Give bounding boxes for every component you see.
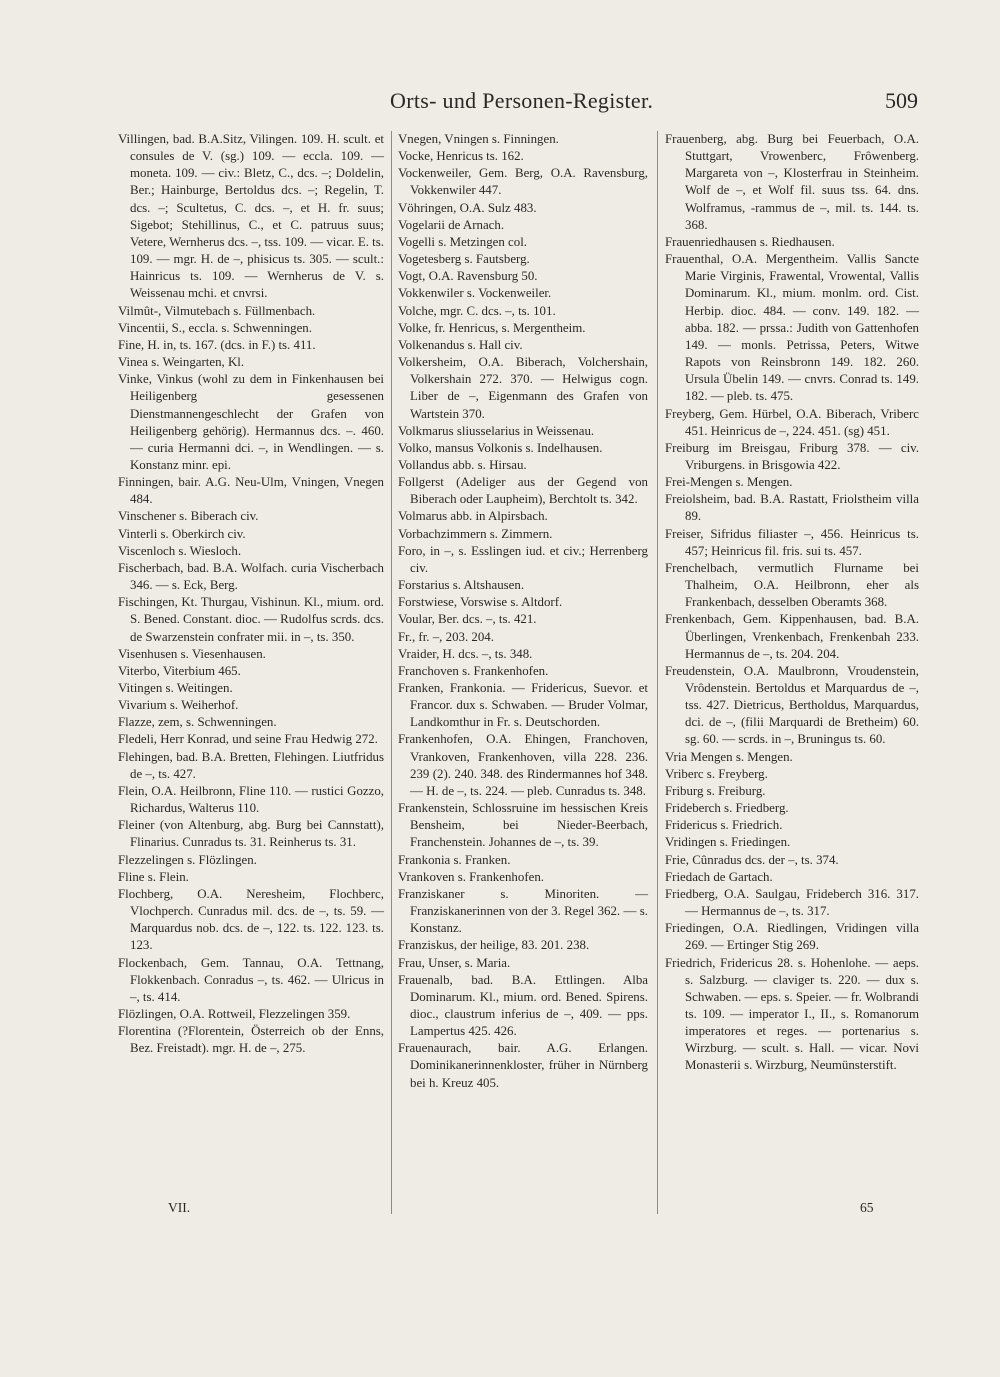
column-divider: [391, 131, 392, 1214]
index-entry: Vivarium s. Weiherhof.: [118, 698, 239, 713]
index-entry: Fline s. Flein.: [118, 869, 189, 884]
index-entry: Frideberch s. Friedberg.: [665, 801, 789, 816]
index-entry: Forstwiese, Vorswise s. Altdorf.: [398, 595, 563, 610]
index-entry: Flezzelingen s. Flözlingen.: [118, 852, 257, 867]
index-entry: Vinschener s. Biberach civ.: [118, 509, 259, 524]
index-entry: Viterbo, Viterbium 465.: [118, 663, 241, 678]
index-entry: Vilmût-, Vilmutebach s. Füllmenbach.: [118, 303, 316, 318]
index-entry: Fine, H. in, ts. 167. (dcs. in F.) ts. 411.: [118, 337, 316, 352]
index-entry: Vnegen, Vningen s. Finningen.: [398, 132, 559, 146]
index-column-1: [118, 131, 384, 1057]
index-entry: Viscenloch s. Wiesloch.: [118, 543, 242, 558]
index-entry: Vinke, Vinkus (wohl zu dem in Finkenhausen bei Heiligenberg gesessenen Dienstmannengeschlecht der Grafen von Heiligenberg gehörig). Hermannus dcs. –. 460. — curia Hermanni dci. –, in Wendlingen. — s. Konstanz minr. epi.: [118, 372, 384, 472]
index-entry: Volche, mgr. C. dcs. –, ts. 101.: [398, 303, 556, 318]
index-entry: Vincentii, S., eccla. s. Schwenningen.: [118, 320, 312, 335]
index-entry: Frenkenbach, Gem. Kippenhausen, bad. B.A. Überlingen, Vrenkenbach, Frenkenbah 233. Hermannus de –, ts. 204. 204.: [665, 612, 919, 661]
index-entry: Volkersheim, O.A. Biberach, Volchershain, Volkershain 272. 370. — Helwigus cogn. Liber de –, Eigenmann des Grafen von Wartstein 370.: [398, 355, 648, 421]
index-entry: Fleiner (von Altenburg, abg. Burg bei Cannstatt), Flinarius. Cunradus ts. 31. Reinherus ts. 31.: [118, 818, 384, 850]
index-entry: Fischerbach, bad. B.A. Wolfach. curia Vischerbach 346. — s. Eck, Berg.: [118, 560, 384, 593]
index-entry: Foro, in –, s. Esslingen iud. et civ.; Herrenberg civ.: [398, 543, 648, 575]
index-entry: Vockenweiler, Gem. Berg, O.A. Ravensburg, Vokkenwiler 447.: [398, 166, 648, 198]
index-entry: Frankonia s. Franken.: [398, 852, 511, 867]
index-entry: Vollandus abb. s. Hirsau.: [398, 457, 527, 472]
index-entry: Frauenalb, bad. B.A. Ettlingen. Alba Dominarum. Kl., mium. ord. Bened. Spirens. dioc., claustrum inferius de –, 409. — pps. Lampertus 425. 426.: [398, 972, 648, 1039]
index-entry: Frauenriedhausen s. Riedhausen.: [665, 234, 835, 249]
index-entry: Villingen, bad. B.A.Sitz, Vilingen. 109. H. scult. et consules de V. (sg.) 109. — eccla. 109. — moneta. 109. — civ.: Bletz, C., dcs. –; Doldelin, Ber.; Hainburge, Bertoldus dcs. –; Regelin, T. dcs. –; Scultetus, C. dcs. –, et H. fr. suus; Sigebot; Stehillinus, C., et C. patruus suus; Vetere, Wernherus dcs. –, tss. 109. — vicar. E. ts. 109. — mgr. H. de –, phisicus ts. 305. — scult.: Hainricus ts. 109. — Wernherus de V. s. Weissenau mchi. et cnvrsi.: [118, 132, 384, 301]
index-entry: Fr., fr. –, 203. 204.: [398, 629, 494, 644]
index-entry: Volke, fr. Henricus, s. Mergentheim.: [398, 320, 586, 335]
index-entry: Frenchelbach, vermutlich Flurname bei Thalheim, O.A. Heilbronn, eher als Frankenbach, desselben Oberamts 368.: [665, 560, 919, 610]
index-entry: Vogelli s. Metzingen col.: [398, 234, 528, 249]
index-entry: Forstarius s. Altshausen.: [398, 578, 525, 593]
index-entry: Friedach de Gartach.: [665, 869, 773, 884]
index-entry: Vorbachzimmern s. Zimmern.: [398, 526, 553, 541]
index-entry: Visenhusen s. Viesenhausen.: [118, 646, 266, 661]
index-entry: Florentina (?Florentein, Österreich ob der Enns, Bez. Freistadt). mgr. H. de –, 275.: [118, 1024, 384, 1056]
index-entry: Volmarus abb. in Alpirsbach.: [398, 509, 548, 524]
index-entry: Frauenaurach, bair. A.G. Erlangen. Dominikanerinnenkloster, früher in Nürnberg bei h. Kreuz 405.: [398, 1041, 648, 1090]
index-entry: Fischingen, Kt. Thurgau, Vishinun. Kl., mium. ord. S. Bened. Constant. dioc. — Rudolfus scrds. dcs. de Swarzenstein confrater mii. in –, ts. 350.: [118, 595, 384, 644]
index-entry: Frie, Cûnradus dcs. der –, ts. 374.: [665, 852, 839, 867]
index-column-3: [665, 131, 919, 1075]
index-entry: Friburg s. Freiburg.: [665, 783, 766, 798]
index-entry: Volko, mansus Volkonis s. Indelhausen.: [398, 440, 603, 455]
index-entry: Vraider, H. dcs. –, ts. 348.: [398, 646, 533, 661]
index-entry: Vöhringen, O.A. Sulz 483.: [398, 200, 537, 215]
index-entry: Frauenthal, O.A. Mergentheim. Vallis Sancte Marie Virginis, Frawental, Vrowental, Vallis Dominarum. Kl., mium. monlm. ord. Cist. Herbip. dioc. 484. — conv. 149. 182. — abba. 182. — prssa.: Judith von Gattenhofen 149. — monls. Petrissa, Peters, Witwe Rapots von Reinsbronn 149. 182. 260. Ursula Übelin 149. — cnvrs. Conrad ts. 149. 182. — pleb. ts. 475.: [665, 252, 919, 404]
index-entry: Franken, Frankonia. — Fridericus, Suevor. et Francor. dux s. Schwaben. — Bruder Volmar, Landkomthur in Fr. s. Deutschorden.: [398, 681, 648, 730]
index-entry: Vogetesberg s. Fautsberg.: [398, 252, 530, 267]
index-entry: Vogelarii de Arnach.: [398, 217, 505, 232]
index-entry: Vitingen s. Weitingen.: [118, 681, 233, 695]
index-entry: Vinterli s. Oberkirch civ.: [118, 526, 246, 541]
index-entry: Frei-Mengen s. Mengen.: [665, 475, 793, 490]
index-entry: Franziskus, der heilige, 83. 201. 238.: [398, 938, 590, 953]
index-entry: Vogt, O.A. Ravensburg 50.: [398, 269, 538, 284]
index-entry: Freudenstein, O.A. Maulbronn, Vroudenstein, Vrôdenstein. Bertoldus et Marquardus de –, tss. 427. Dietricus, Bertholdus, Marquardus, dci. de –, (filii Marquardi de Bretheim) 60. sg. 60. — scrds. in –, Bruningus ts. 60.: [665, 663, 919, 747]
index-entry: Friedrich, Fridericus 28. s. Hohenlohe. — aeps. s. Salzburg. — claviger ts. 220. — dux s. Schwaben. — eps. s. Speier. — fr. Wolbrandi ts. 109. — imperator I., II., s. Romanorum imperatores et reges. — portenarius s. Wirzburg. — scult. s. Hall. — vicar. Novi Monasterii s. Wirzburg, Neumünsterstift.: [665, 955, 919, 1073]
index-entry: Flockenbach, Gem. Tannau, O.A. Tettnang, Flokkenbach. Conradus –, ts. 462. — Ulricus in –, ts. 414.: [118, 955, 384, 1004]
index-entry: Friedingen, O.A. Riedlingen, Vridingen villa 269. — Ertinger Stig 269.: [665, 921, 919, 953]
index-entry: Vridingen s. Friedingen.: [665, 835, 791, 850]
index-entry: Flözlingen, O.A. Rottweil, Flezzelingen 359.: [118, 1006, 351, 1021]
index-entry: Vocke, Henricus ts. 162.: [398, 149, 524, 164]
index-entry: Freyberg, Gem. Hürbel, O.A. Biberach, Vriberc 451. Heinricus de –, 224. 451. (sg) 451.: [665, 406, 919, 438]
index-entry: Finningen, bair. A.G. Neu-Ulm, Vningen, Vnegen 484.: [118, 475, 384, 507]
index-entry: Vria Mengen s. Mengen.: [665, 749, 793, 764]
index-entry: Fledeli, Herr Konrad, und seine Frau Hedwig 272.: [118, 732, 378, 747]
index-entry: Frauenberg, abg. Burg bei Feuerbach, O.A. Stuttgart, Vrowenberc, Frôwenberg. Margareta von –, Klosterfrau in Steinheim. Wolf de –, et Wolf fil. suus tss. 64. dns. Wolframus, -rammus de –, mil. ts. 144. ts. 368.: [665, 132, 919, 232]
index-entry: Freiser, Sifridus filiaster –, 456. Heinricus ts. 457; Heinricus fil. fris. sui ts. 457.: [665, 526, 919, 558]
index-entry: Flehingen, bad. B.A. Bretten, Flehingen. Liutfridus de –, ts. 427.: [118, 749, 384, 781]
index-entry: Freiolsheim, bad. B.A. Rastatt, Friolstheim villa 89.: [665, 492, 919, 524]
signature-mark: VII.: [168, 1200, 191, 1215]
index-entry: Friedberg, O.A. Saulgau, Frideberch 316. 317. — Hermannus de –, ts. 317.: [665, 886, 919, 919]
column-divider: [657, 131, 658, 1214]
index-entry: Volkmarus sliusselarius in Weissenau.: [398, 423, 595, 438]
index-entry: Volkenandus s. Hall civ.: [398, 337, 523, 352]
index-entry: Vrankoven s. Frankenhofen.: [398, 869, 544, 884]
sheet-number: 65: [860, 1200, 874, 1215]
index-entry: Frau, Unser, s. Maria.: [398, 955, 511, 970]
index-entry: Frankenstein, Schlossruine im hessischen Kreis Bensheim, bei Nieder-Beerbach, Franchenstein. Johannes de –, ts. 39.: [398, 801, 648, 850]
index-column-2: [398, 131, 648, 1092]
index-entry: Frankenhofen, O.A. Ehingen, Franchoven, Vrankoven, Frankenhoven, villa 228. 236. 239 (2). 240. 348. des Rindermannes hof 348. — H. de –, ts. 224. — pleb. Cunradus ts. 348.: [398, 732, 648, 798]
index-entry: Flein, O.A. Heilbronn, Fline 110. — rustici Gozzo, Richardus, Walterus 110.: [118, 783, 384, 816]
running-title: Orts- und Personen-Register.: [390, 88, 654, 113]
index-entry: Franchoven s. Frankenhofen.: [398, 663, 549, 678]
index-entry: Voular, Ber. dcs. –, ts. 421.: [398, 612, 537, 627]
index-entry: Flochberg, O.A. Neresheim, Flochberc, Vlochperch. Cunradus mil. dcs. de –, ts. 59. — Marquardus nob. dcs. de –, 122. ts. 122. 123. ts. 123.: [118, 886, 384, 953]
index-entry: Vinea s. Weingarten, Kl.: [118, 355, 245, 370]
index-entry: Freiburg im Breisgau, Friburg 378. — civ. Vriburgens. in Brisgowia 422.: [665, 440, 919, 472]
index-entry: Vokkenwiler s. Vockenweiler.: [398, 286, 552, 301]
index-entry: Follgerst (Adeliger aus der Gegend von Biberach oder Laupheim), Berchtolt ts. 342.: [398, 475, 648, 507]
index-entry: Fridericus s. Friedrich.: [665, 818, 783, 833]
index-entry: Franziskaner s. Minoriten. — Franziskanerinnen von der 3. Regel 362. — s. Konstanz.: [398, 886, 648, 936]
index-entry: Vriberc s. Freyberg.: [665, 766, 768, 781]
page-header: [118, 88, 918, 122]
index-entry: Flazze, zem, s. Schwenningen.: [118, 715, 277, 730]
page-number: 509: [885, 88, 918, 113]
